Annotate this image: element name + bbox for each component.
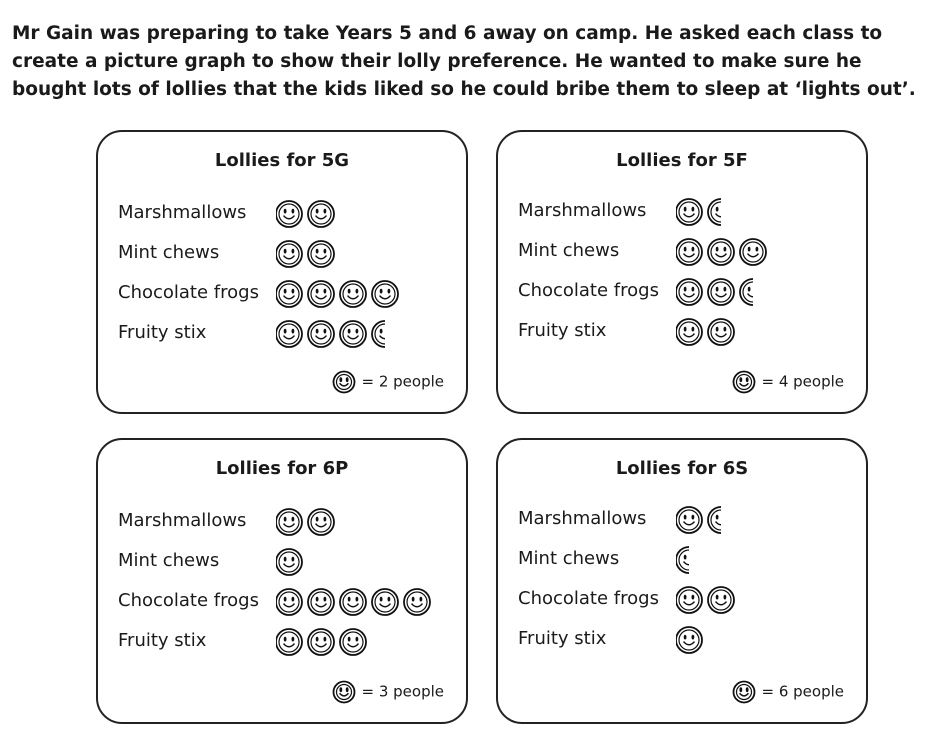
pictograph-panel [496,438,868,724]
smiley-icon [676,587,702,613]
category-label: Chocolate frogs [118,282,259,303]
icon-row [676,584,740,616]
smiley-icon [276,321,302,347]
smiley-key-icon [332,370,356,394]
category-label: Chocolate frogs [518,280,659,301]
legend-key [732,680,845,704]
half-smiley-icon [372,321,398,347]
smiley-icon [740,239,766,265]
smiley-icon [404,589,430,615]
smiley-icon [333,682,354,703]
smiley-icon [676,627,702,653]
smiley-icon [308,241,334,267]
category-label: Marshmallows [518,200,647,221]
smiley-icon [733,682,754,703]
category-label: Fruity stix [118,630,207,651]
legend-key [732,370,845,394]
smiley-icon [308,321,334,347]
legend-key-text: = 3 people [361,682,444,701]
category-label: Fruity stix [518,628,607,649]
legend-key-text: = 4 people [761,372,844,391]
icon-row [676,316,740,348]
category-label: Mint chews [118,550,220,571]
category-label: Mint chews [118,242,220,263]
half-smiley-icon [708,199,734,225]
category-label: Fruity stix [118,322,207,343]
icon-row [676,196,740,228]
icon-row [276,546,308,578]
intro-paragraph: Mr Gain was preparing to take Years 5 and 6 away on camp. He asked each class to create a picture graph to show their lolly preference. He wanted to make sure he bought lots of lollies that the kids liked so he could bribe them to sleep at ‘lights out’. [12,23,916,100]
icon-row [276,238,340,270]
smiley-icon [276,589,302,615]
icon-row [276,278,404,310]
smiley-key-icon [332,680,356,704]
pictograph-panel [96,438,468,724]
smiley-icon [676,199,702,225]
smiley-icon [676,319,702,345]
legend-key [332,680,445,704]
category-label: Chocolate frogs [118,590,259,611]
icon-row [676,236,772,268]
smiley-icon [676,239,702,265]
half-smiley-icon [708,507,734,533]
category-label: Chocolate frogs [518,588,659,609]
smiley-icon [308,281,334,307]
smiley-icon [340,629,366,655]
panel-title: Lollies for 6P [215,458,349,479]
icon-row [676,276,772,308]
smiley-icon [308,509,334,535]
smiley-icon [308,201,334,227]
smiley-icon [276,549,302,575]
panel-title: Lollies for 5F [616,150,748,171]
category-label: Mint chews [518,548,620,569]
smiley-icon [340,281,366,307]
smiley-key-icon [732,680,756,704]
icon-row [276,626,372,658]
pictograph-panel [496,130,868,414]
legend-key-text: = 6 people [761,682,844,701]
category-label: Marshmallows [118,510,247,531]
smiley-icon [708,239,734,265]
smiley-icon [372,589,398,615]
icon-row [676,504,740,536]
smiley-key-icon [732,370,756,394]
legend-key-text: = 2 people [361,372,444,391]
half-smiley-icon [676,547,702,573]
panel-title: Lollies for 5G [214,150,350,171]
category-label: Marshmallows [118,202,247,223]
smiley-icon [333,372,354,393]
category-label: Marshmallows [518,508,647,529]
smiley-icon [340,589,366,615]
legend-key [332,370,445,394]
smiley-icon [340,321,366,347]
pictograph-panel [96,130,468,414]
smiley-icon [276,281,302,307]
smiley-icon [708,279,734,305]
smiley-icon [276,241,302,267]
smiley-icon [308,629,334,655]
smiley-icon [276,509,302,535]
icon-row [276,506,340,538]
smiley-icon [708,319,734,345]
panel-title: Lollies for 6S [615,458,749,479]
smiley-icon [676,279,702,305]
smiley-icon [308,589,334,615]
smiley-icon [276,629,302,655]
icon-row [676,544,708,576]
half-smiley-icon [740,279,766,305]
smiley-icon [708,587,734,613]
icon-row [276,198,340,230]
smiley-icon [372,281,398,307]
smiley-icon [676,507,702,533]
category-label: Fruity stix [518,320,607,341]
smiley-icon [733,372,754,393]
smiley-icon [276,201,302,227]
icon-row [276,586,436,618]
category-label: Mint chews [518,240,620,261]
icon-row [276,318,404,350]
icon-row [676,624,708,656]
